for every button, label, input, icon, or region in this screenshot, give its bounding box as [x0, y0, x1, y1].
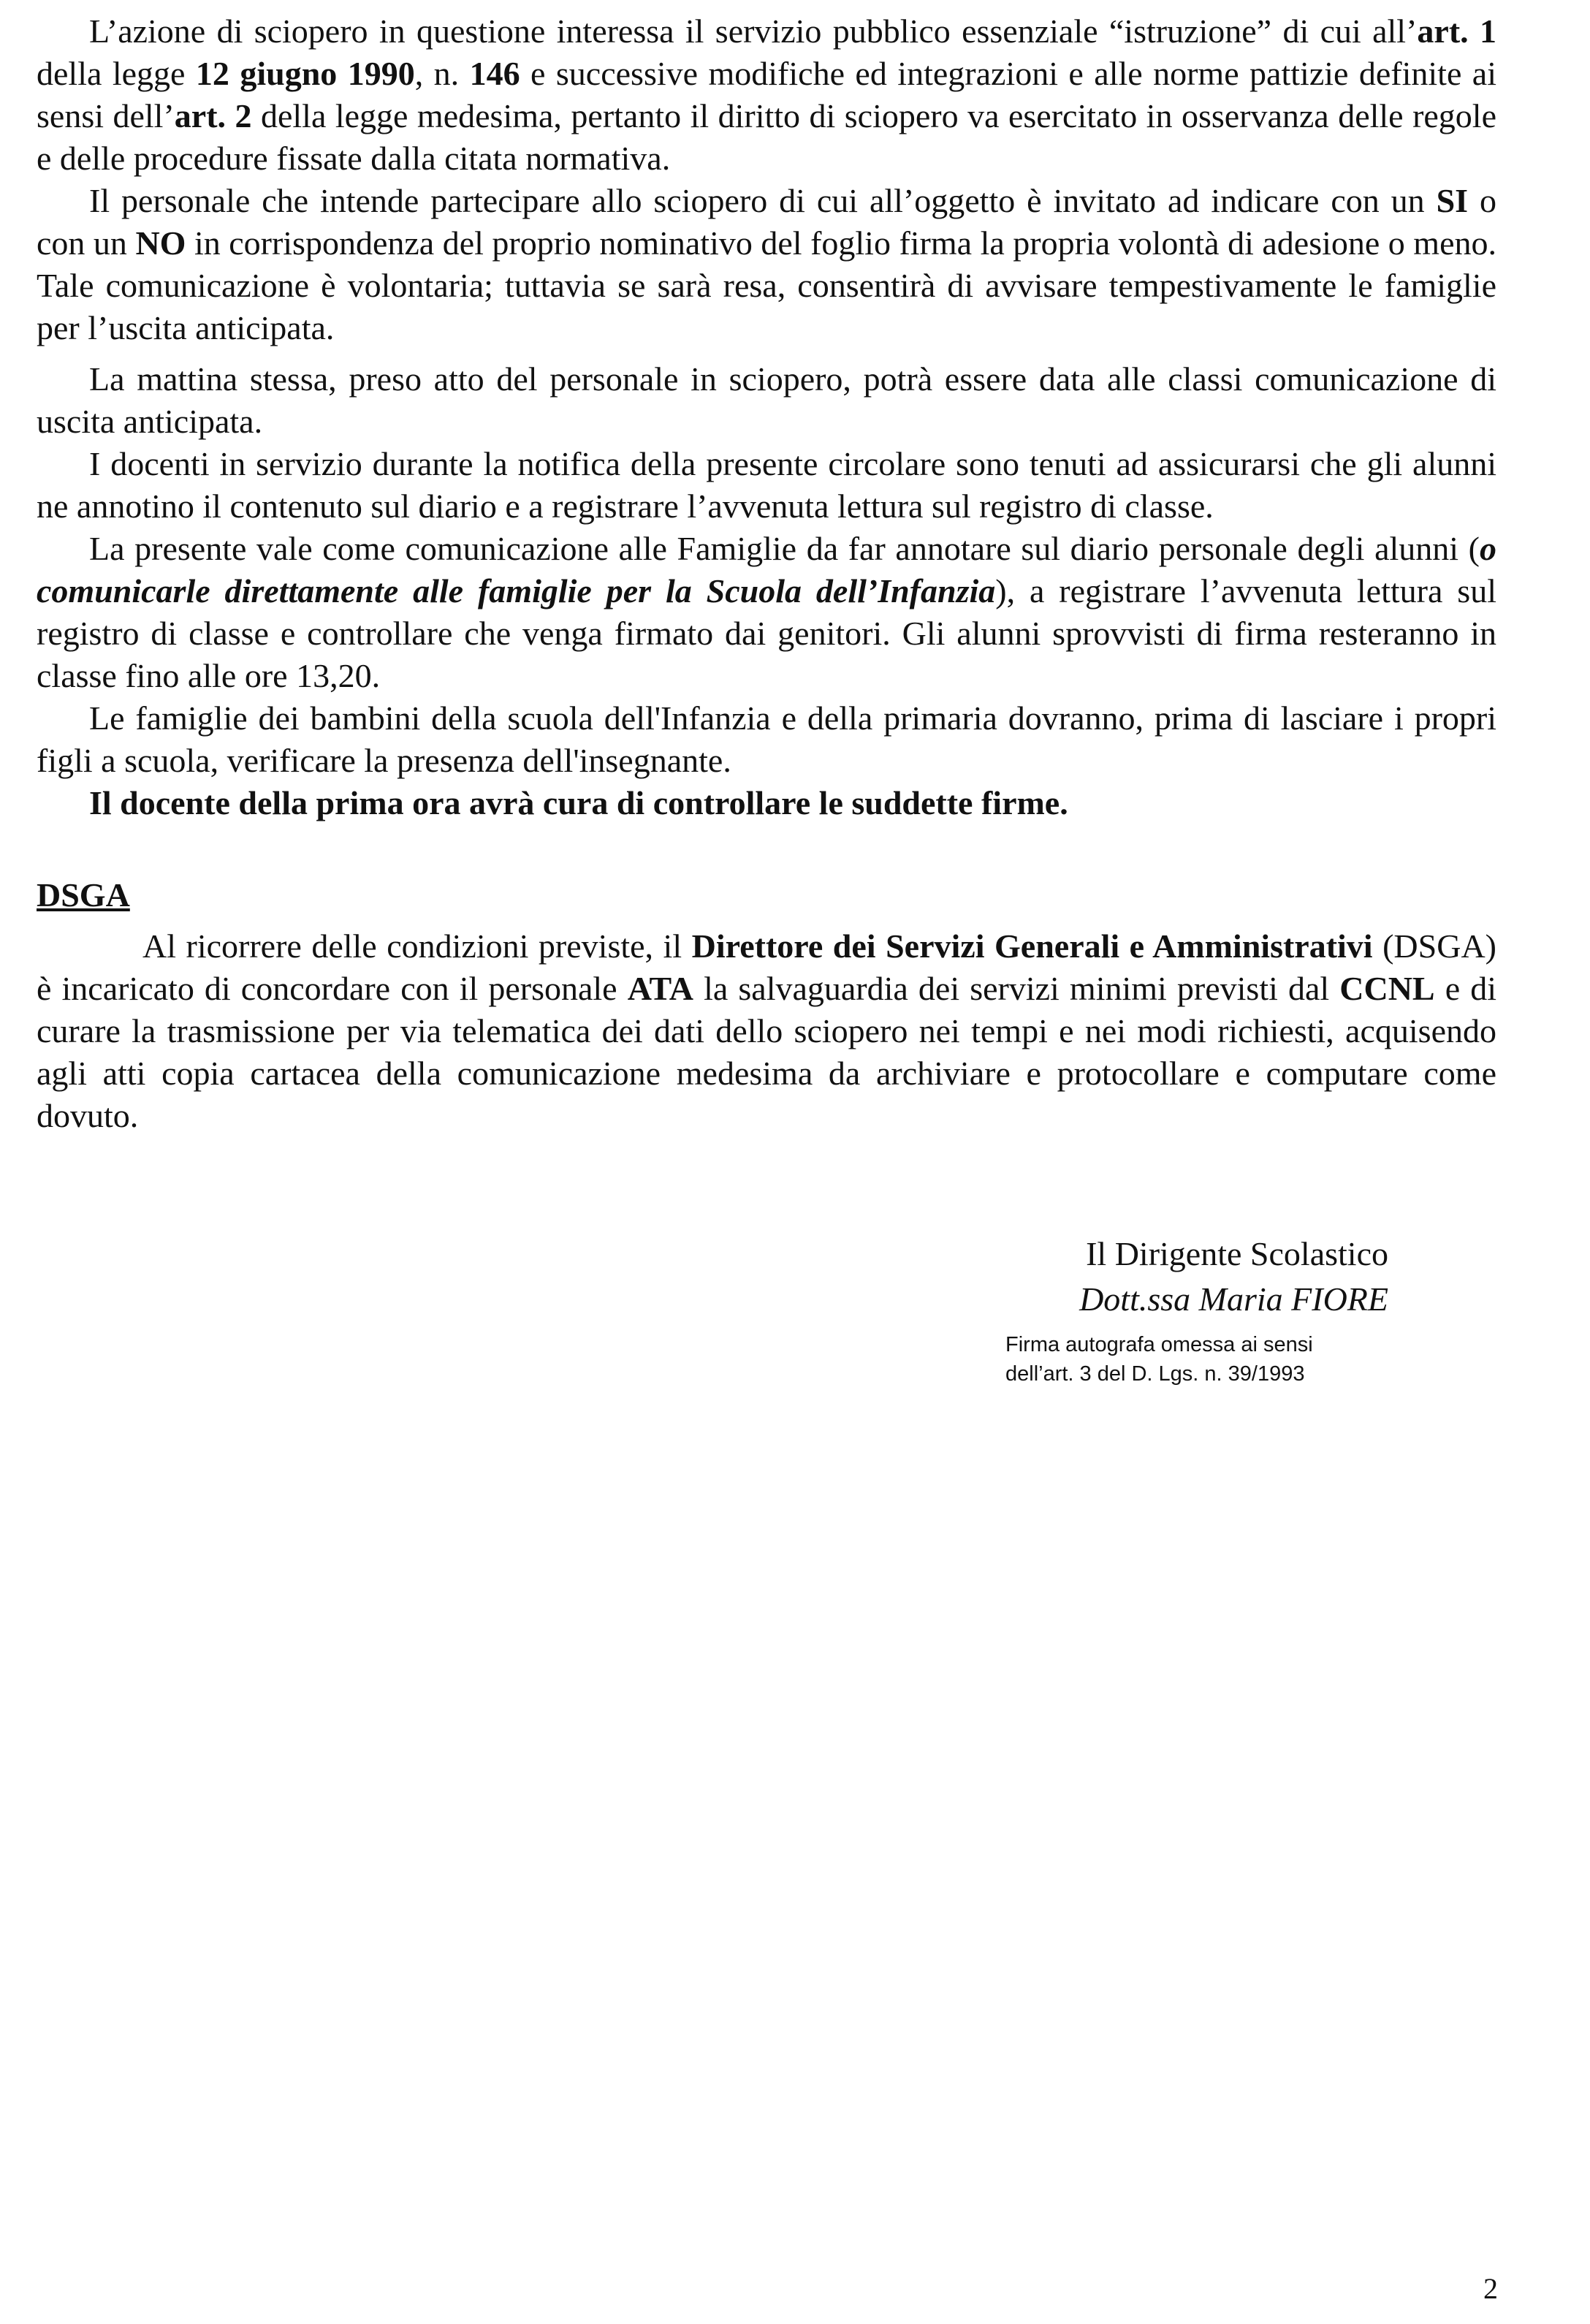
bold-text: CCNL	[1339, 970, 1435, 1007]
text-run: in corrispondenza del proprio nominativo del foglio firma la propria volontà di adesione o meno. Tale comunicazione è volontaria; tuttavia se sarà resa, consentirà di avvisare tempestivamente le famiglie per l’uscita anticipata.	[37, 224, 1497, 346]
text-run: della legge	[37, 55, 196, 92]
text-run: o con un	[37, 182, 1496, 262]
dsga-section	[37, 925, 1496, 1137]
paragraph-families-check: Le famiglie dei bambini della scuola dell'Infanzia e della primaria dovranno, prima di lasciare i propri figli a scuola, verificare la presenza dell'insegnante.	[37, 699, 1496, 779]
bold-italic-text: o comunicarle direttamente alle famiglie per la Scuola dell’Infanzia	[37, 530, 1496, 610]
text-run: Il personale che intende partecipare allo sciopero di cui all’oggetto è invitato ad indicare con un	[89, 182, 1437, 219]
text-run: ), a registrare l’avvenuta lettura sul registro di classe e controllare che venga firmato dai genitori. Gli alunni sprovvisti di firma resteranno in classe fino alle ore 13,20.	[37, 572, 1496, 694]
signer-title: Il Dirigente Scolastico	[1086, 1235, 1388, 1272]
paragraph-strike-law	[37, 10, 1496, 180]
bold-text: 146	[469, 55, 520, 92]
paragraph-teachers-duty: I docenti in servizio durante la notifica della presente circolare sono tenuti ad assicurarsi che gli alunni ne annotino il contenuto sul diario e a registrare l’avvenuta lettura sul registro di classe.	[37, 445, 1496, 525]
signature-block	[1008, 1231, 1388, 1322]
paragraph-family-notice	[37, 528, 1496, 697]
circular-body	[37, 10, 1496, 824]
text-run: la salvaguardia dei servizi minimi previsti dal	[693, 970, 1340, 1007]
signer-name: Dott.ssa Maria FIORE	[1079, 1280, 1388, 1318]
paragraph-first-hour-teacher: Il docente della prima ora avrà cura di controllare le suddette firme.	[89, 784, 1068, 821]
signature-note-line: dell’art. 3 del D. Lgs. n. 39/1993	[1005, 1362, 1305, 1386]
text-run: La presente vale come comunicazione alle Famiglie da far annotare sul diario personale degli alunni (	[89, 530, 1480, 567]
paragraph-staff-adhesion	[37, 180, 1496, 349]
text-run: (DSGA) è incaricato di concordare con il personale	[37, 927, 1496, 1007]
bold-text: art. 1	[1417, 12, 1496, 50]
signature-note-line: Firma autografa omessa ai sensi	[1005, 1333, 1313, 1356]
text-run: L’azione di sciopero in questione interessa il servizio pubblico essenziale “istruzione” di cui all’	[89, 12, 1418, 50]
paragraph-dsga	[37, 925, 1496, 1137]
bold-text: NO	[135, 224, 186, 262]
text-run: della legge medesima, pertanto il diritto di sciopero va esercitato in osservanza delle regole e delle procedure fissate dalla citata normativa.	[37, 97, 1497, 177]
bold-text: ATA	[627, 970, 693, 1007]
bold-text: Direttore dei Servizi Generali e Amministrativi	[691, 927, 1373, 965]
text-run: Al ricorrere delle condizioni previste, il	[142, 927, 692, 965]
text-run: , n.	[414, 55, 470, 92]
signature-note	[1005, 1330, 1415, 1389]
bold-text: SI	[1436, 182, 1469, 219]
text-run: e di curare la trasmissione per via telematica dei dati dello sciopero nei tempi e nei modi richiesti, acquisendo agli atti copia cartacea della comunicazione medesima da archiviare e protocollare e computare come dovuto.	[37, 970, 1496, 1134]
dsga-heading: DSGA	[37, 876, 130, 914]
bold-text: art. 2	[174, 97, 252, 134]
bold-text: 12 giugno 1990	[195, 55, 415, 92]
text-run: e successive modifiche ed integrazioni e alle norme pattizie definite ai sensi dell’	[37, 55, 1497, 134]
page-number: 2	[1483, 2272, 1498, 2305]
paragraph-early-exit: La mattina stessa, preso atto del personale in sciopero, potrà essere data alle classi comunicazione di uscita anticipata.	[37, 360, 1496, 440]
